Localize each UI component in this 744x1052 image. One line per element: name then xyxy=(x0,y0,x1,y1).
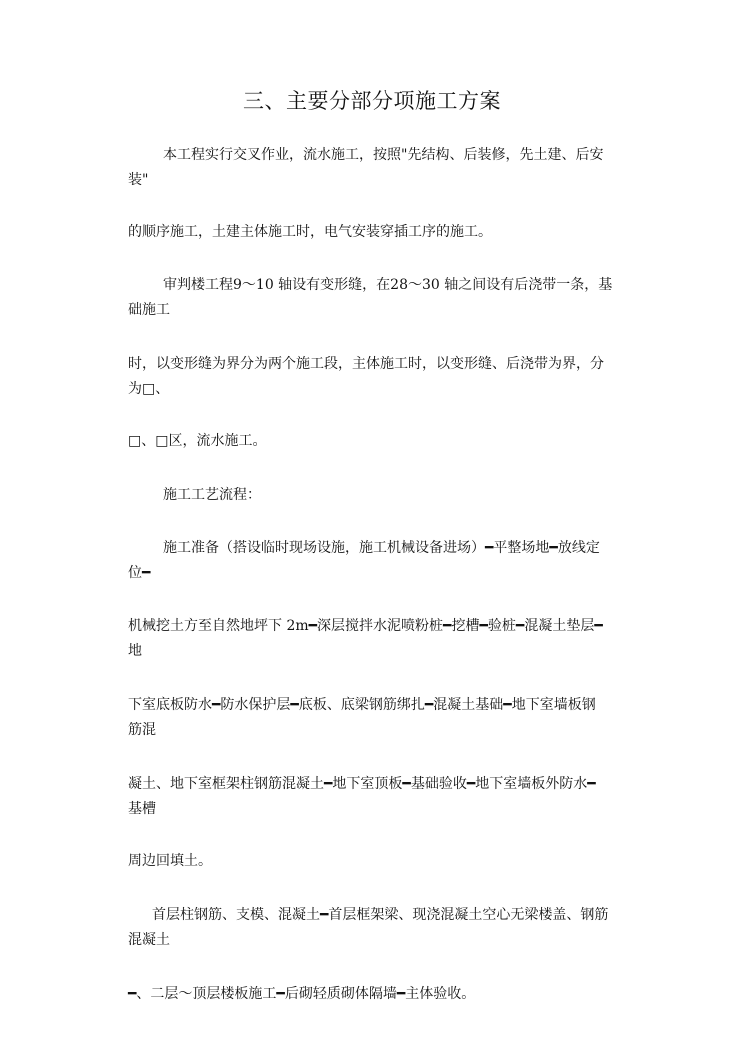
paragraph-10 xyxy=(128,772,628,822)
paragraph-line: 凝土、地下室框架柱钢筋混凝土━地下室顶板━基础验收━地下室墙板外防水━ xyxy=(128,776,596,792)
paragraph-8 xyxy=(128,614,628,664)
paragraph-line: 筋混 xyxy=(128,722,156,738)
paragraph-line: 时，以变形缝为界分为两个施工段，主体施工时，以变形缝、后浇带为界，分 xyxy=(128,356,604,372)
paragraph-line: 周边回填土。 xyxy=(128,853,212,869)
paragraph-line: 本工程实行交叉作业，流水施工，按照"先结构、后装修，先土建、后安 xyxy=(163,147,604,163)
paragraph-line: 施工准备（搭设临时现场设施，施工机械设备进场）━平整场地━放线定 xyxy=(163,540,600,556)
paragraph-3 xyxy=(128,273,663,323)
paragraph-13 xyxy=(128,982,628,1007)
paragraph-line: 为□、 xyxy=(128,381,170,397)
paragraph-line: 下室底板防水━防水保护层━底板、底梁钢筋绑扎━混凝土基础━地下室墙板钢 xyxy=(128,697,596,713)
paragraph-line: □、□区，流水施工。 xyxy=(128,433,267,449)
paragraph-11 xyxy=(128,849,628,874)
paragraph-line: 位━ xyxy=(128,565,151,581)
paragraph-line: 首层柱钢筋、支模、混凝土━首层框架梁、现浇混凝土空心无梁楼盖、钢筋 xyxy=(152,907,609,923)
page-title: 三、主要分部分项施工方案 xyxy=(243,89,501,113)
paragraph-2 xyxy=(128,220,628,245)
paragraph-4 xyxy=(128,352,628,402)
paragraph-7 xyxy=(128,536,663,586)
paragraph-line: 机械挖土方至自然地坪下 2m━深层搅拌水泥喷粉桩━挖槽━验桩━混凝土垫层━ xyxy=(128,618,603,634)
paragraph-line: 装" xyxy=(128,172,149,188)
paragraph-line: 础施工 xyxy=(128,302,170,318)
paragraph-12 xyxy=(128,903,652,953)
paragraph-line: 混凝土 xyxy=(128,932,170,948)
paragraph-line: 地 xyxy=(128,643,142,659)
paragraph-line: 的顺序施工，土建主体施工时，电气安装穿插工序的施工。 xyxy=(128,224,492,240)
paragraph-line: 审判楼工程9～10 轴设有变形缝，在28～30 轴之间设有后浇带一条，基 xyxy=(163,277,613,293)
paragraph-line: ━、二层～顶层楼板施工━后砌轻质砌体隔墙━主体验收。 xyxy=(128,986,476,1002)
paragraph-1 xyxy=(128,143,663,193)
paragraph-6 xyxy=(128,483,663,508)
paragraph-line: 基槽 xyxy=(128,801,156,817)
paragraph-9 xyxy=(128,693,628,743)
paragraph-line: 施工工艺流程： xyxy=(163,487,261,503)
paragraph-5 xyxy=(128,429,628,454)
